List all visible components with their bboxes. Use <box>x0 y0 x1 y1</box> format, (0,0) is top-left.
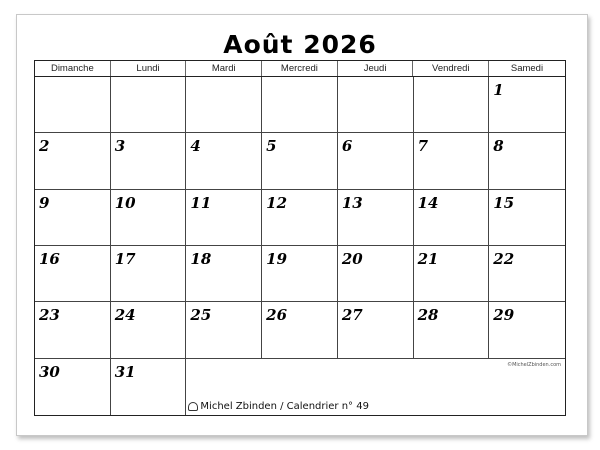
day-cell <box>338 190 414 246</box>
day-cell <box>262 246 338 302</box>
day-number: 11 <box>190 193 212 212</box>
day-number: 5 <box>266 137 277 156</box>
day-number: 12 <box>266 193 288 212</box>
weekday-tuesday: Mardi <box>186 61 262 76</box>
day-cell <box>489 246 565 302</box>
day-cell <box>35 302 111 358</box>
day-number: 24 <box>114 306 136 325</box>
day-cell <box>35 246 111 302</box>
site-credit: ©MichelZbinden.com <box>507 361 561 368</box>
day-cell <box>111 133 187 189</box>
weekday-header-row <box>35 61 565 77</box>
day-number: 16 <box>39 249 60 268</box>
face-icon <box>188 402 198 411</box>
day-cell <box>262 77 338 133</box>
day-number: 4 <box>190 137 201 156</box>
day-cell <box>35 359 111 415</box>
day-number: 21 <box>417 249 439 268</box>
day-number: 19 <box>266 249 288 268</box>
day-cell <box>186 302 262 358</box>
day-cell <box>35 190 111 246</box>
weekday-saturday: Samedi <box>510 63 544 74</box>
day-number: 22 <box>493 249 515 268</box>
day-cell <box>489 302 565 358</box>
day-number: 9 <box>39 193 50 212</box>
day-number: 25 <box>190 306 212 325</box>
day-number: 31 <box>114 362 136 381</box>
day-number: 14 <box>417 193 439 212</box>
weekday-monday: Lundi <box>111 61 187 76</box>
day-cell <box>262 133 338 189</box>
day-number: 27 <box>341 306 363 325</box>
day-cell <box>186 133 262 189</box>
day-cell <box>186 190 262 246</box>
day-number: 1 <box>493 81 504 99</box>
credit-text: Michel Zbinden / Calendrier n° 49 <box>200 400 369 412</box>
day-number: 28 <box>417 306 439 325</box>
day-number: 3 <box>114 137 126 156</box>
day-cell <box>111 359 187 415</box>
day-cell <box>414 133 490 189</box>
day-cell <box>414 302 490 358</box>
day-cell <box>186 77 262 133</box>
author-credit <box>188 401 369 412</box>
day-number: 18 <box>190 249 212 268</box>
day-number: 13 <box>341 193 363 212</box>
weekday-sunday: Dimanche <box>35 61 111 76</box>
days-grid <box>35 77 565 415</box>
day-cell <box>262 190 338 246</box>
day-number: 7 <box>417 137 428 156</box>
day-cell <box>111 77 187 133</box>
day-number: 15 <box>493 193 515 212</box>
day-number: 6 <box>341 137 353 156</box>
day-number: 29 <box>493 306 515 325</box>
day-number: 20 <box>341 249 363 268</box>
day-cell <box>338 246 414 302</box>
day-number: 2 <box>39 137 50 156</box>
weekday-wednesday: Mercredi <box>262 61 338 76</box>
day-number: 8 <box>493 137 504 156</box>
day-cell <box>338 77 414 133</box>
day-cell <box>414 246 490 302</box>
day-cell <box>489 190 565 246</box>
day-number: 23 <box>39 306 60 325</box>
day-cell <box>489 77 565 133</box>
day-cell <box>338 302 414 358</box>
weekday-friday: Vendredi <box>413 61 489 76</box>
day-cell <box>35 77 111 133</box>
day-number: 26 <box>266 306 288 325</box>
day-cell <box>111 246 187 302</box>
day-number: 30 <box>39 362 60 381</box>
day-cell <box>186 246 262 302</box>
footer-area <box>186 359 565 415</box>
day-cell <box>111 302 187 358</box>
day-cell <box>489 133 565 189</box>
day-cell <box>111 190 187 246</box>
day-number: 17 <box>114 249 136 268</box>
day-cell <box>414 190 490 246</box>
day-cell <box>414 77 490 133</box>
day-cell <box>338 133 414 189</box>
calendar-grid <box>34 60 566 416</box>
calendar-title: Août 2026 <box>223 30 377 59</box>
day-cell <box>262 302 338 358</box>
day-number: 10 <box>114 193 136 212</box>
day-cell <box>35 133 111 189</box>
weekday-thursday: Jeudi <box>338 61 414 76</box>
